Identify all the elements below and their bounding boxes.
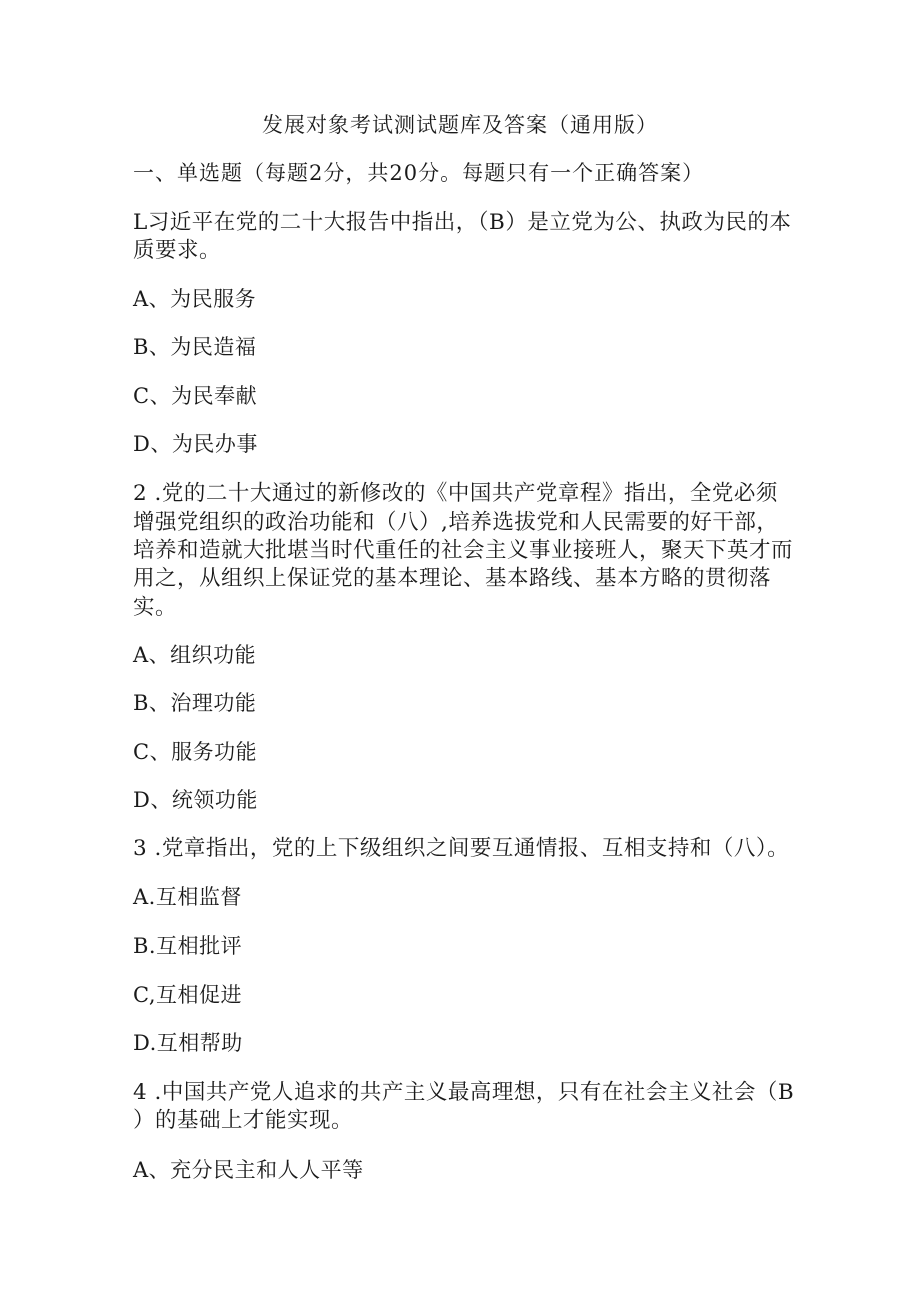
question-2-option-c: C、服务功能 <box>133 740 258 764</box>
question-2-option-d: D、统领功能 <box>133 788 258 812</box>
question-2-stem-line-1: 2 .党的二十大通过的新修改的《中国共产党章程》指出，全党必须 <box>133 481 778 506</box>
question-3-option-d: D.互相帮助 <box>133 1031 243 1055</box>
question-2-option-b: B、治理功能 <box>133 691 257 715</box>
question-1-stem-line-1: L习近平在党的二十大报告中指出，（B）是立党为公、执政为民的本 <box>133 210 792 235</box>
question-4-stem-line-1: 4 .中国共产党人追求的共产主义最高理想，只有在社会主义社会（B <box>133 1080 795 1105</box>
question-1-option-d: D、为民办事 <box>133 432 258 456</box>
section-heading: 一、单选题（每题2分，共20分。每题只有一个正确答案） <box>133 161 705 185</box>
document-title: 发展对象考试测试题库及答案（通用版） <box>262 113 658 137</box>
question-3-option-a: A.互相监督 <box>133 885 242 909</box>
question-1-option-a: A、为民服务 <box>133 287 257 311</box>
question-3-option-c: C,互相促进 <box>133 983 242 1007</box>
question-2-stem-line-2: 增强党组织的政治功能和（八）,培养选拔党和人民需要的好干部， <box>133 510 779 535</box>
question-1-option-b: B、为民造福 <box>133 335 257 359</box>
question-1-option-c: C、为民奉献 <box>133 384 258 408</box>
question-2-stem-line-3: 培养和造就大批堪当时代重任的社会主义事业接班人，聚天下英才而 <box>133 538 794 563</box>
question-4-stem-line-2: ）的基础上才能实现。 <box>133 1108 354 1133</box>
question-1-stem-line-2: 质要求。 <box>133 238 222 263</box>
question-3-stem-line-1: 3 .党章指出，党的上下级组织之间要互通情报、互相支持和（八）。 <box>133 836 790 861</box>
question-4-option-a: A、充分民主和人人平等 <box>133 1158 364 1182</box>
question-3-option-b: B.互相批评 <box>133 934 243 958</box>
question-2-stem-line-5: 实。 <box>133 595 178 620</box>
question-2-stem-line-4: 用之，从组织上保证党的基本理论、基本路线、基本方略的贯彻落 <box>133 566 772 591</box>
question-2-option-a: A、组织功能 <box>133 643 257 667</box>
